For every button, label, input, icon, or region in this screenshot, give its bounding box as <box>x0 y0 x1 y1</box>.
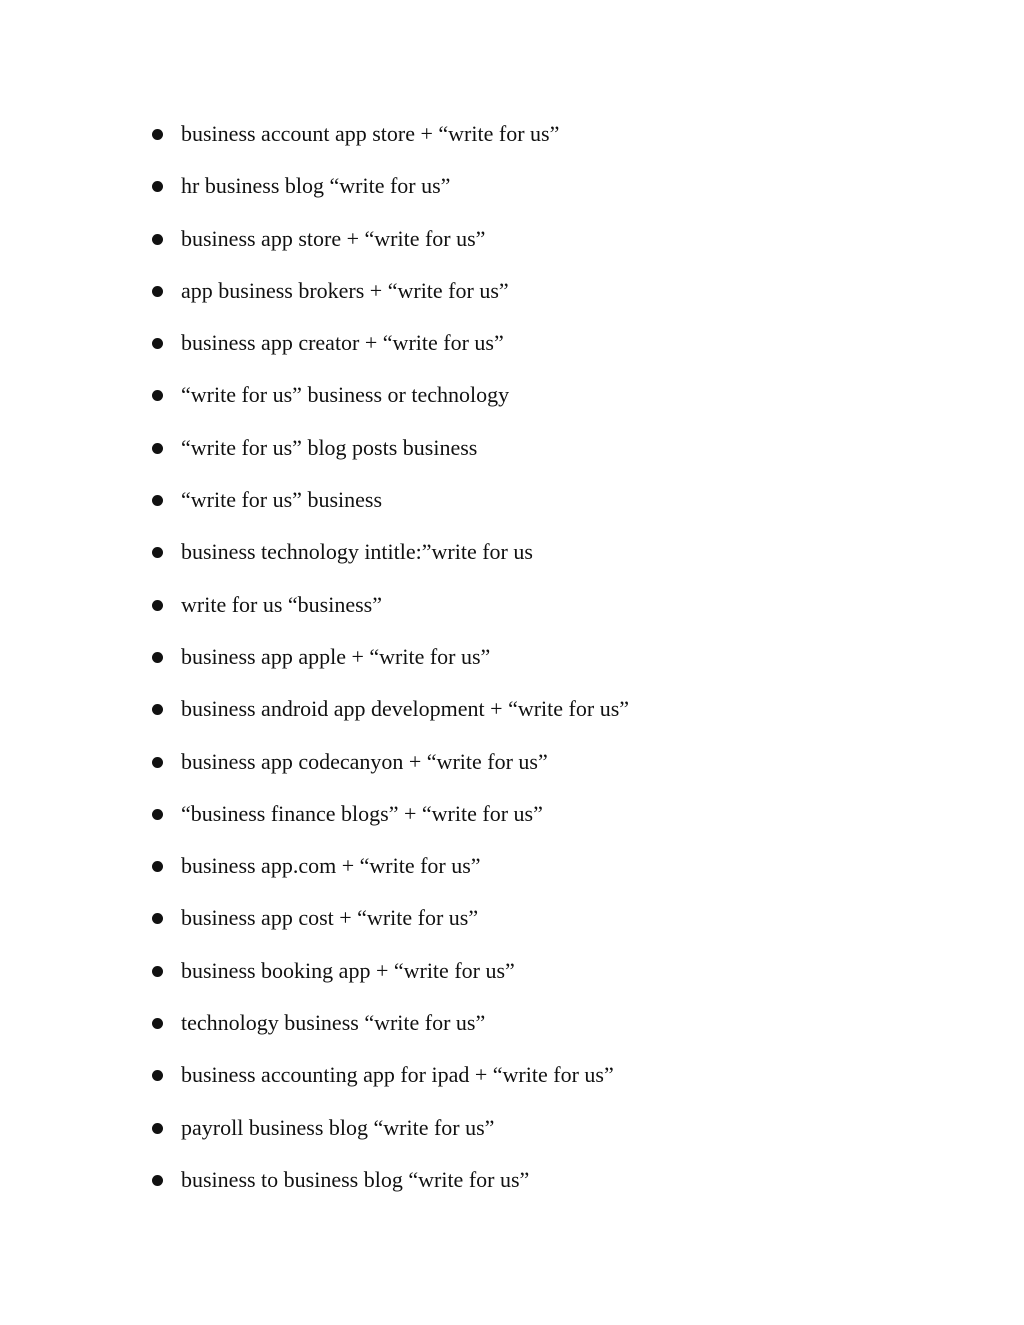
list-item <box>150 1057 629 1109</box>
list-item-text: business app.com + “write for us” <box>181 853 481 879</box>
list-item <box>150 168 629 220</box>
keyword-bullet-list <box>150 116 629 1214</box>
list-item-text: app business brokers + “write for us” <box>181 277 509 303</box>
bullet-icon <box>152 652 163 663</box>
list-item <box>150 953 629 1005</box>
bullet-icon <box>152 1070 163 1081</box>
list-item-text: “write for us” blog posts business <box>181 434 478 460</box>
bullet-icon <box>152 809 163 820</box>
list-item <box>150 430 629 482</box>
bullet-icon <box>152 600 163 611</box>
list-item-text: business app store + “write for us” <box>181 225 486 251</box>
list-item <box>150 534 629 586</box>
list-item-text: business accounting app for ipad + “write for us” <box>181 1062 614 1088</box>
bullet-icon <box>152 704 163 715</box>
list-item-text: write for us “business” <box>181 591 383 617</box>
list-item-text: business booking app + “write for us” <box>181 957 515 983</box>
bullet-icon <box>152 1175 163 1186</box>
list-item <box>150 377 629 429</box>
list-item-text: business technology intitle:”write for us <box>181 539 533 565</box>
bullet-icon <box>152 861 163 872</box>
bullet-icon <box>152 390 163 401</box>
list-item-text: business to business blog “write for us” <box>181 1166 530 1192</box>
list-item-text: business app cost + “write for us” <box>181 905 479 931</box>
list-item-text: “business finance blogs” + “write for us” <box>181 800 543 826</box>
bullet-icon <box>152 966 163 977</box>
list-item-text: business app codecanyon + “write for us” <box>181 748 548 774</box>
list-item-text: payroll business blog “write for us” <box>181 1114 495 1140</box>
list-item <box>150 639 629 691</box>
list-item <box>150 325 629 377</box>
list-item <box>150 744 629 796</box>
bullet-icon <box>152 181 163 192</box>
list-item-text: technology business “write for us” <box>181 1010 486 1036</box>
list-item <box>150 848 629 900</box>
list-item-text: business account app store + “write for us” <box>181 121 560 146</box>
list-item <box>150 116 629 168</box>
list-item <box>150 482 629 534</box>
list-item <box>150 900 629 952</box>
list-item <box>150 796 629 848</box>
bullet-icon <box>152 913 163 924</box>
bullet-icon <box>152 338 163 349</box>
bullet-icon <box>152 234 163 245</box>
bullet-icon <box>152 495 163 506</box>
list-item <box>150 1110 629 1162</box>
list-item-text: “write for us” business <box>181 487 383 513</box>
list-item <box>150 1162 629 1214</box>
list-item-text: business app apple + “write for us” <box>181 643 491 669</box>
bullet-icon <box>152 1018 163 1029</box>
bullet-icon <box>152 1123 163 1134</box>
bullet-icon <box>152 286 163 297</box>
list-item <box>150 1005 629 1057</box>
bullet-icon <box>152 547 163 558</box>
list-item <box>150 273 629 325</box>
list-item-text: hr business blog “write for us” <box>181 173 451 199</box>
list-item-text: business android app development + “write for us” <box>181 696 630 722</box>
list-item-text: business app creator + “write for us” <box>181 330 504 356</box>
list-item <box>150 691 629 743</box>
list-item <box>150 221 629 273</box>
bullet-icon <box>152 129 163 140</box>
bullet-icon <box>152 443 163 454</box>
bullet-icon <box>152 757 163 768</box>
list-item <box>150 587 629 639</box>
list-item-text: “write for us” business or technology <box>181 382 510 408</box>
